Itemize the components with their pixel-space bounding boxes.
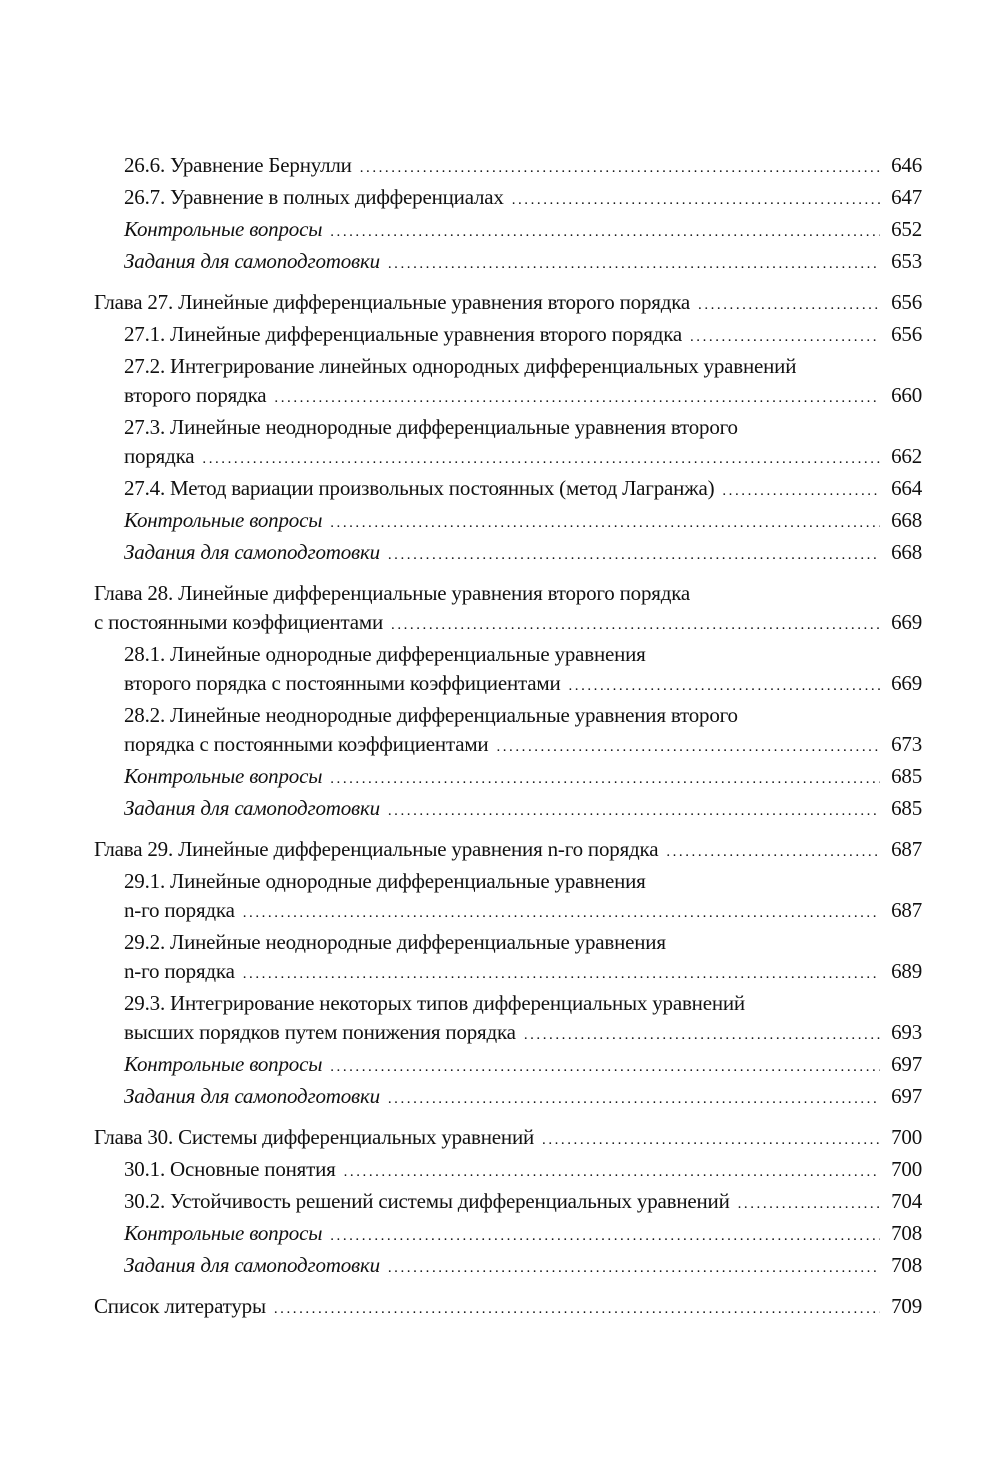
toc-subentry	[94, 1187, 922, 1219]
toc-page-number: 704	[891, 1189, 922, 1213]
toc-entry-title: Задания для самоподготовки	[124, 796, 380, 820]
dot-leader	[738, 1190, 880, 1219]
toc-chapter-entry	[94, 608, 922, 640]
toc-subentry	[94, 867, 922, 896]
toc-entry-title: 30.2. Устойчивость решений системы дифференциальных уравнений	[124, 1189, 730, 1213]
toc-subentry	[94, 896, 922, 928]
dot-leader	[388, 1254, 880, 1283]
toc-subentry	[94, 381, 922, 413]
toc-entry-title: Задания для самоподготовки	[124, 1253, 380, 1277]
toc-entry-title: Контрольные вопросы	[124, 764, 323, 788]
toc-entry-title: 26.6. Уравнение Бернулли	[124, 153, 352, 177]
toc-group	[94, 288, 922, 570]
toc-page-number: 656	[891, 322, 922, 346]
toc-subentry	[94, 352, 922, 381]
dot-leader	[568, 672, 880, 701]
toc-page-number: 656	[891, 290, 922, 314]
toc-subentry	[94, 320, 922, 352]
toc-page-number: 689	[891, 959, 922, 983]
toc-page-number: 687	[891, 898, 922, 922]
dot-leader	[330, 1222, 880, 1251]
toc-subentry	[94, 730, 922, 762]
toc-subentry	[94, 1082, 922, 1114]
toc-subentry	[94, 474, 922, 506]
toc-subentry	[94, 413, 922, 442]
toc-entry-title: Глава 28. Линейные дифференциальные уравнения второго порядка	[94, 581, 691, 605]
toc-subentry	[94, 247, 922, 279]
toc-subentry	[94, 183, 922, 215]
toc-page-number: 653	[891, 249, 922, 273]
toc-chapter-entry	[94, 1292, 922, 1324]
toc-page-number: 660	[891, 383, 922, 407]
toc-page-number: 693	[891, 1020, 922, 1044]
toc-entry-title: 27.4. Метод вариации произвольных постоянных (метод Лагранжа)	[124, 476, 715, 500]
toc-group	[94, 151, 922, 279]
toc-subentry	[94, 1155, 922, 1187]
toc-page-number: 697	[891, 1084, 922, 1108]
toc-entry-title: Список литературы	[94, 1294, 266, 1318]
toc-entry-title: 28.2. Линейные неоднородные дифференциальные уравнения второго	[124, 703, 738, 727]
toc-page-number: 697	[891, 1052, 922, 1076]
toc-entry-title: второго порядка с постоянными коэффициентами	[124, 671, 561, 695]
toc-subentry	[94, 151, 922, 183]
toc-entry-title: Задания для самоподготовки	[124, 1084, 380, 1108]
toc-chapter-entry	[94, 835, 922, 867]
toc-group	[94, 1123, 922, 1283]
toc-page-number: 708	[891, 1253, 922, 1277]
dot-leader	[274, 384, 880, 413]
toc-entry-title: 27.3. Линейные неоднородные дифференциальные уравнения второго	[124, 415, 738, 439]
toc-subentry	[94, 1219, 922, 1251]
toc-subentry	[94, 506, 922, 538]
toc-entry-title: 29.3. Интегрирование некоторых типов дифференциальных уравнений	[124, 991, 745, 1015]
table-of-contents	[94, 151, 922, 1333]
toc-subentry	[94, 794, 922, 826]
dot-leader	[330, 218, 880, 247]
toc-page-number: 685	[891, 764, 922, 788]
dot-leader	[330, 509, 880, 538]
toc-page-number: 700	[891, 1157, 922, 1181]
toc-page-number: 647	[891, 185, 922, 209]
dot-leader	[542, 1126, 880, 1155]
dot-leader	[202, 445, 880, 474]
toc-subentry	[94, 640, 922, 669]
dot-leader	[388, 541, 880, 570]
toc-chapter-entry	[94, 1123, 922, 1155]
toc-chapter-entry	[94, 288, 922, 320]
toc-entry-title: 29.2. Линейные неоднородные дифференциальные уравнения	[124, 930, 666, 954]
toc-page-number: 669	[891, 610, 922, 634]
toc-page-number: 673	[891, 732, 922, 756]
dot-leader	[360, 154, 880, 183]
toc-entry-title: Глава 29. Линейные дифференциальные уравнения n-го порядка	[94, 837, 659, 861]
toc-page-number: 652	[891, 217, 922, 241]
toc-page-number: 700	[891, 1125, 922, 1149]
toc-page-number: 685	[891, 796, 922, 820]
toc-entry-title: 26.7. Уравнение в полных дифференциалах	[124, 185, 504, 209]
toc-subentry	[94, 1050, 922, 1082]
dot-leader	[388, 250, 880, 279]
toc-entry-title: второго порядка	[124, 383, 267, 407]
toc-subentry	[94, 957, 922, 989]
toc-entry-title: n-го порядка	[124, 959, 235, 983]
toc-entry-title: Контрольные вопросы	[124, 217, 323, 241]
dot-leader	[666, 838, 880, 867]
dot-leader	[722, 477, 880, 506]
toc-subentry	[94, 442, 922, 474]
toc-entry-title: с постоянными коэффициентами	[94, 610, 384, 634]
toc-group	[94, 579, 922, 826]
toc-chapter-entry	[94, 579, 922, 608]
toc-page-number: 668	[891, 540, 922, 564]
toc-subentry	[94, 1251, 922, 1283]
dot-leader	[698, 291, 880, 320]
toc-subentry	[94, 669, 922, 701]
toc-entry-title: n-го порядка	[124, 898, 235, 922]
toc-entry-title: 27.1. Линейные дифференциальные уравнения второго порядка	[124, 322, 682, 346]
toc-page-number: 664	[891, 476, 922, 500]
toc-entry-title: Контрольные вопросы	[124, 1221, 323, 1245]
toc-subentry	[94, 928, 922, 957]
toc-entry-title: 27.2. Интегрирование линейных однородных дифференциальных уравнений	[124, 354, 797, 378]
toc-page-number: 709	[891, 1294, 922, 1318]
toc-entry-title: Задания для самоподготовки	[124, 540, 380, 564]
toc-entry-title: Глава 27. Линейные дифференциальные уравнения второго порядка	[94, 290, 691, 314]
dot-leader	[524, 1021, 880, 1050]
toc-entry-title: Контрольные вопросы	[124, 508, 323, 532]
toc-entry-title: Контрольные вопросы	[124, 1052, 323, 1076]
dot-leader	[344, 1158, 880, 1187]
toc-entry-title: 28.1. Линейные однородные дифференциальные уравнения	[124, 642, 646, 666]
dot-leader	[243, 960, 880, 989]
toc-page-number: 662	[891, 444, 922, 468]
toc-subentry	[94, 215, 922, 247]
toc-entry-title: 29.1. Линейные однородные дифференциальные уравнения	[124, 869, 646, 893]
toc-page-number: 668	[891, 508, 922, 532]
toc-subentry	[94, 538, 922, 570]
toc-entry-title: 30.1. Основные понятия	[124, 1157, 336, 1181]
dot-leader	[330, 1053, 880, 1082]
toc-group	[94, 1292, 922, 1324]
toc-page-number: 708	[891, 1221, 922, 1245]
toc-entry-title: порядка с постоянными коэффициентами	[124, 732, 489, 756]
dot-leader	[690, 323, 880, 352]
toc-subentry	[94, 1018, 922, 1050]
toc-entry-title: Глава 30. Системы дифференциальных уравнений	[94, 1125, 535, 1149]
dot-leader	[243, 899, 880, 928]
dot-leader	[512, 186, 880, 215]
toc-page-number: 687	[891, 837, 922, 861]
toc-subentry	[94, 762, 922, 794]
toc-entry-title: высших порядков путем понижения порядка	[124, 1020, 516, 1044]
toc-entry-title: Задания для самоподготовки	[124, 249, 380, 273]
dot-leader	[274, 1295, 880, 1324]
dot-leader	[391, 611, 880, 640]
dot-leader	[388, 797, 880, 826]
toc-subentry	[94, 701, 922, 730]
toc-entry-title: порядка	[124, 444, 195, 468]
toc-subentry	[94, 989, 922, 1018]
dot-leader	[388, 1085, 880, 1114]
toc-page-number: 669	[891, 671, 922, 695]
dot-leader	[496, 733, 880, 762]
dot-leader	[330, 765, 880, 794]
toc-page-number: 646	[891, 153, 922, 177]
toc-group	[94, 835, 922, 1114]
